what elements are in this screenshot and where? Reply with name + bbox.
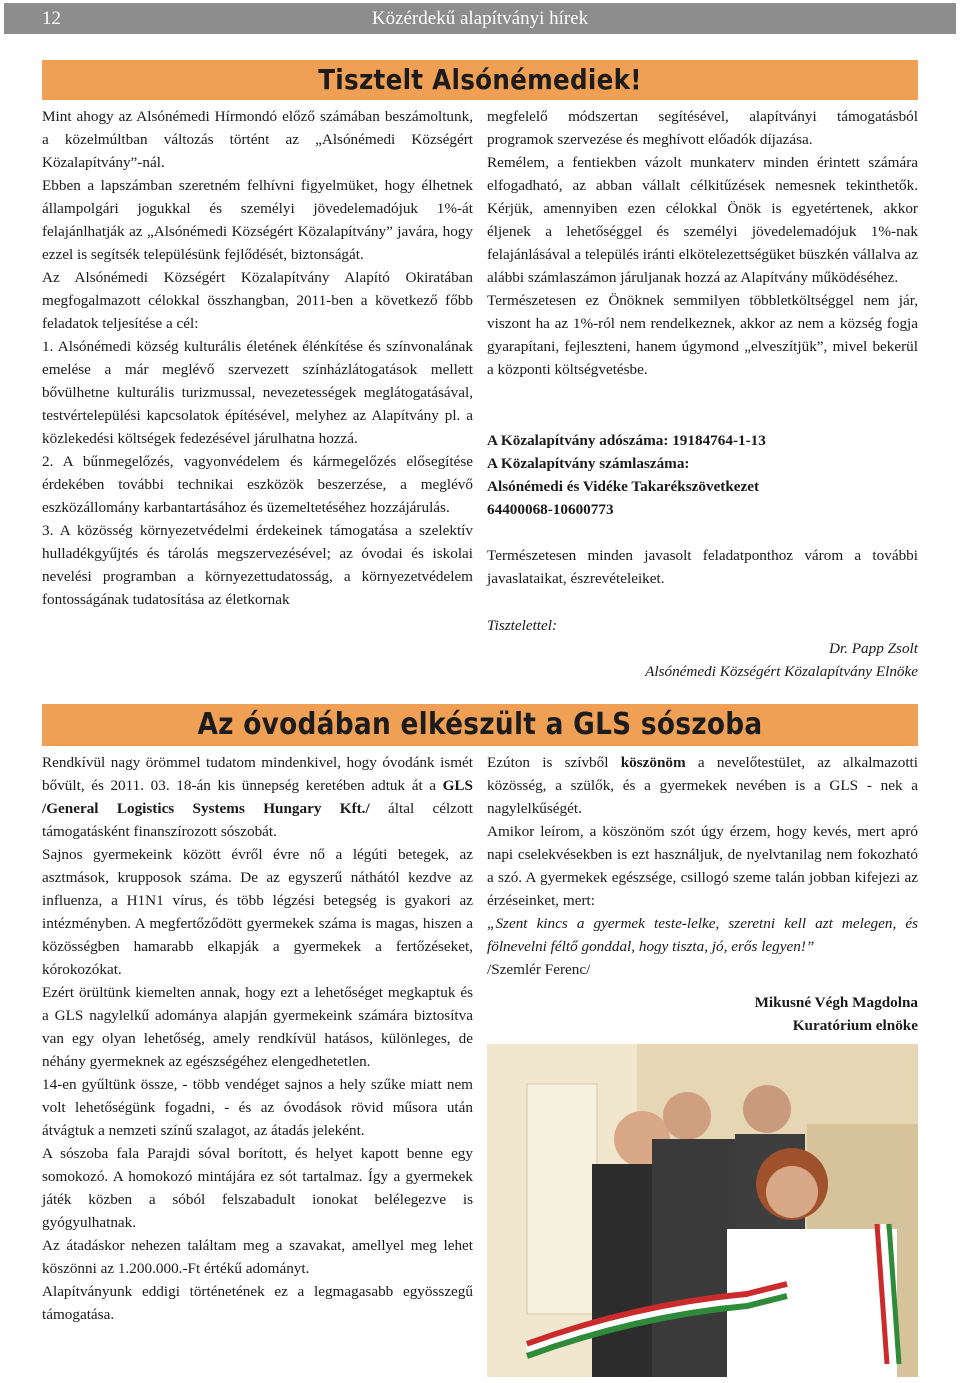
article1-paragraph: 3. A közösség környezetvédelmi érdekeinek támogatása a szelektív hulladékgyűjtés és tárolás megszervezésével; az óvodai és iskolai nevelési programban a környezettudatosság, a környezetvédelem fontosságának tudatosítása az életkornak xyxy=(42,522,473,608)
tax-number: A Közalapítvány adószáma: 19184764-1-13 xyxy=(487,432,766,449)
signer-role: Kuratórium elnöke xyxy=(792,1017,918,1034)
bank-details xyxy=(487,429,918,521)
signer-role: Alsónémedi Községért Közalapítvány Elnöke xyxy=(645,663,918,680)
text-run: Rendkívül nagy örömmel tudatom mindenkivel, hogy óvodánk ismét bővült, és 2011. 03. 18-án kis ünnepség keretében adtuk át a xyxy=(42,754,473,794)
article1-paragraph: Természetesen ez Önöknek semmilyen többletköltséggel nem jár, viszont ha az 1%-ról nem rendelkeznek, akkor az nem a község fogja gyarapítani, fejleszteni, hanem úgymond „elveszítjük”, mivel bekerül a központi költségvetésbe. xyxy=(487,292,918,378)
article1-title: Tisztelt Alsónémediek! xyxy=(318,63,642,96)
ribbon-cutting-photo xyxy=(487,1044,918,1377)
account-number: 64400068-10600773 xyxy=(487,501,614,518)
text-run: Ezúton is szívből xyxy=(487,754,621,771)
article2-title-band xyxy=(42,704,918,746)
bank-name: Alsónémedi és Vidéke Takarékszövetkezet xyxy=(487,478,760,495)
article1-paragraph: megfelelő módszertan segítésével, alapítványi támogatásból programok szervezése és meghívott előadók díjazása. xyxy=(487,108,918,148)
article1-paragraph: Ebben a lapszámban szeretném felhívni figyelmüket, hogy élhetnek állampolgári jogukkal és személyi jövedelemadójuk 1%-át felajánlhatják az „Alsónémedi Községért Közalapítvány” javára, hogy ezzel is segítsék településünk fejlődését, biztonságát. xyxy=(42,177,473,263)
poem-quote: „Szent kincs a gyermek teste-lelke, szeretni kell azt melegen, és fölnevelni féltő gonddal, hogy tiszta, jó, erős legyen!” xyxy=(487,915,918,955)
article1-left-column xyxy=(42,105,473,611)
account-label: A Közalapítvány számlaszáma: xyxy=(487,455,690,472)
article2-paragraph: Az átadáskor nehezen találtam meg a szavakat, amellyel meg lehet köszönni az 1.200.000.-Ft értékű adományt. xyxy=(42,1237,473,1277)
article1-paragraph: Mint ahogy az Alsónémedi Hírmondó előző számában beszámoltunk, a közelmúltban változás történt az „Alsónémedi Községért Közalapítvány”-nál. xyxy=(42,108,473,171)
text-run-bold: köszönöm xyxy=(620,754,686,771)
text-run-bold: GLS /General Logistics Systems Hungary Kft./ xyxy=(42,777,473,817)
article1-paragraph: 1. Alsónémedi község kulturális életének élénkítése és színvonalának emelése a már meglévő szervezett színházlátogatások mellett bővülhetne kulturális turizmussal, nevezetességek meglátogatásával, testvértelepülési kapcsolatok építésével, melyhez az Alapítvány pl. a közlekedési költségek fedezésével járulhatna hozzá. xyxy=(42,338,473,447)
signer-name: Mikusné Végh Magdolna xyxy=(754,994,918,1011)
article2-paragraph: Alapítványunk eddigi történetének ez a legmagasabb egyösszegű támogatása. xyxy=(42,1283,473,1323)
article2-paragraph: Sajnos gyermekeink között évről évre nő a légúti betegek, az asztmások, krupposok száma. De az egyszerű náthától kezdve az influenza, a H1N1 vírus, és több légzési betegség is gyakori az intézményben. A megfertőződött gyermekek száma is magas, hiszen a közösségben hamarabb elkapják a gyermekek a fertőzéseket, kórokozókat. xyxy=(42,846,473,978)
text-run: által célzott támogatásként finanszírozott sószobát. xyxy=(42,800,473,840)
thanks-paragraph xyxy=(487,751,918,820)
greeting: Tisztelettel: xyxy=(487,617,558,634)
article1-title-band xyxy=(42,60,918,100)
article1-paragraph: 2. A bűnmegelőzés, vagyonvédelem és kármegelőzés elősegítése érdekében további technikai eszközök beszerzése, a meglévő eszközállomány karbantartásához és üzemeltetéséhez hozzájárulás. xyxy=(42,453,473,516)
photo-illustration xyxy=(487,1044,918,1377)
section-title: Közérdekű alapítványi hírek xyxy=(371,8,589,29)
article1-signature xyxy=(487,614,918,683)
article1-right-column xyxy=(487,105,918,381)
article2-paragraph: Amikor leírom, a köszönöm szót úgy érzem, hogy kevés, mert apró napi cselekvésekben is ezt használjuk, de nyelvtanilag nem fokozható a szó. A gyermekek egészsége, csillogó szeme talán jobban kifejezi az érzéseinket, mert: xyxy=(487,823,918,909)
article2-paragraph: A sószoba fala Parajdi sóval borított, és helyet kapott benne egy somokozó. A homokozó mintájára ez sót tartalmaz. Így a gyermekek játék közben a sóból felszabadult ionokat belélegezve is gyógyulhatnak. xyxy=(42,1145,473,1231)
page-number: 12 xyxy=(42,8,61,29)
quote-author: /Szemlér Ferenc/ xyxy=(487,961,591,978)
page-header xyxy=(4,3,956,34)
article2-left-column xyxy=(42,751,473,1326)
article2-paragraph xyxy=(42,751,473,843)
article1-paragraph: Remélem, a fentiekben vázolt munkaterv minden érintett számára elfogadható, az abban vállalt célkitűzések nemesnek tekinthetők. Kérjük, amennyiben ezen célokkal Önök is egyetértenek, akkor éljenek a lehetőséggel és személyi jövedelemadójuk 1%-nak felajánlásával a település iránti elkötelezettségüket büszkén vállalva az alábbi számlaszámon járuljanak hozzá az Alapítvány működéséhez. xyxy=(487,154,918,286)
article2-paragraph: 14-en gyűltünk össze, - több vendéget sajnos a hely szűke miatt nem volt lehetőségünk fogadni, - és az óvodások rövid műsora után átvágtuk a nemzeti színű szalagot, az átadás jeleként. xyxy=(42,1076,473,1139)
article2-paragraph: Ezért örültünk kiemelten annak, hogy ezt a lehetőséget megkaptuk és a GLS nagylelkű adománya alapján gyermekeink számára biztosítva van egy olyan lehetőség, amely rendkívül hatásos, különleges, de néhány gyermeknek az egészségéhez elengedhetetlen. xyxy=(42,984,473,1070)
article1-paragraph: Az Alsónémedi Községért Közalapítvány Alapító Okiratában megfogalmazott célokkal összhangban, 2011-ben a következő főbb feladatok teljesítése a cél: xyxy=(42,269,473,332)
closing-paragraph: Természetesen minden javasolt feladatponthoz várom a további javaslataikat, észrevételeiket. xyxy=(487,547,918,587)
signer-name: Dr. Papp Zsolt xyxy=(828,640,918,657)
article2-title: Az óvodában elkészült a GLS sószoba xyxy=(197,707,763,742)
article1-closing xyxy=(487,544,918,590)
article2-right-column xyxy=(487,751,918,1037)
text-run: a nevelőtestület, az alkalmazotti közösség, a szülők, és a gyermekek nevében is a GLS - nek a nagylelkűségét. xyxy=(487,754,918,817)
